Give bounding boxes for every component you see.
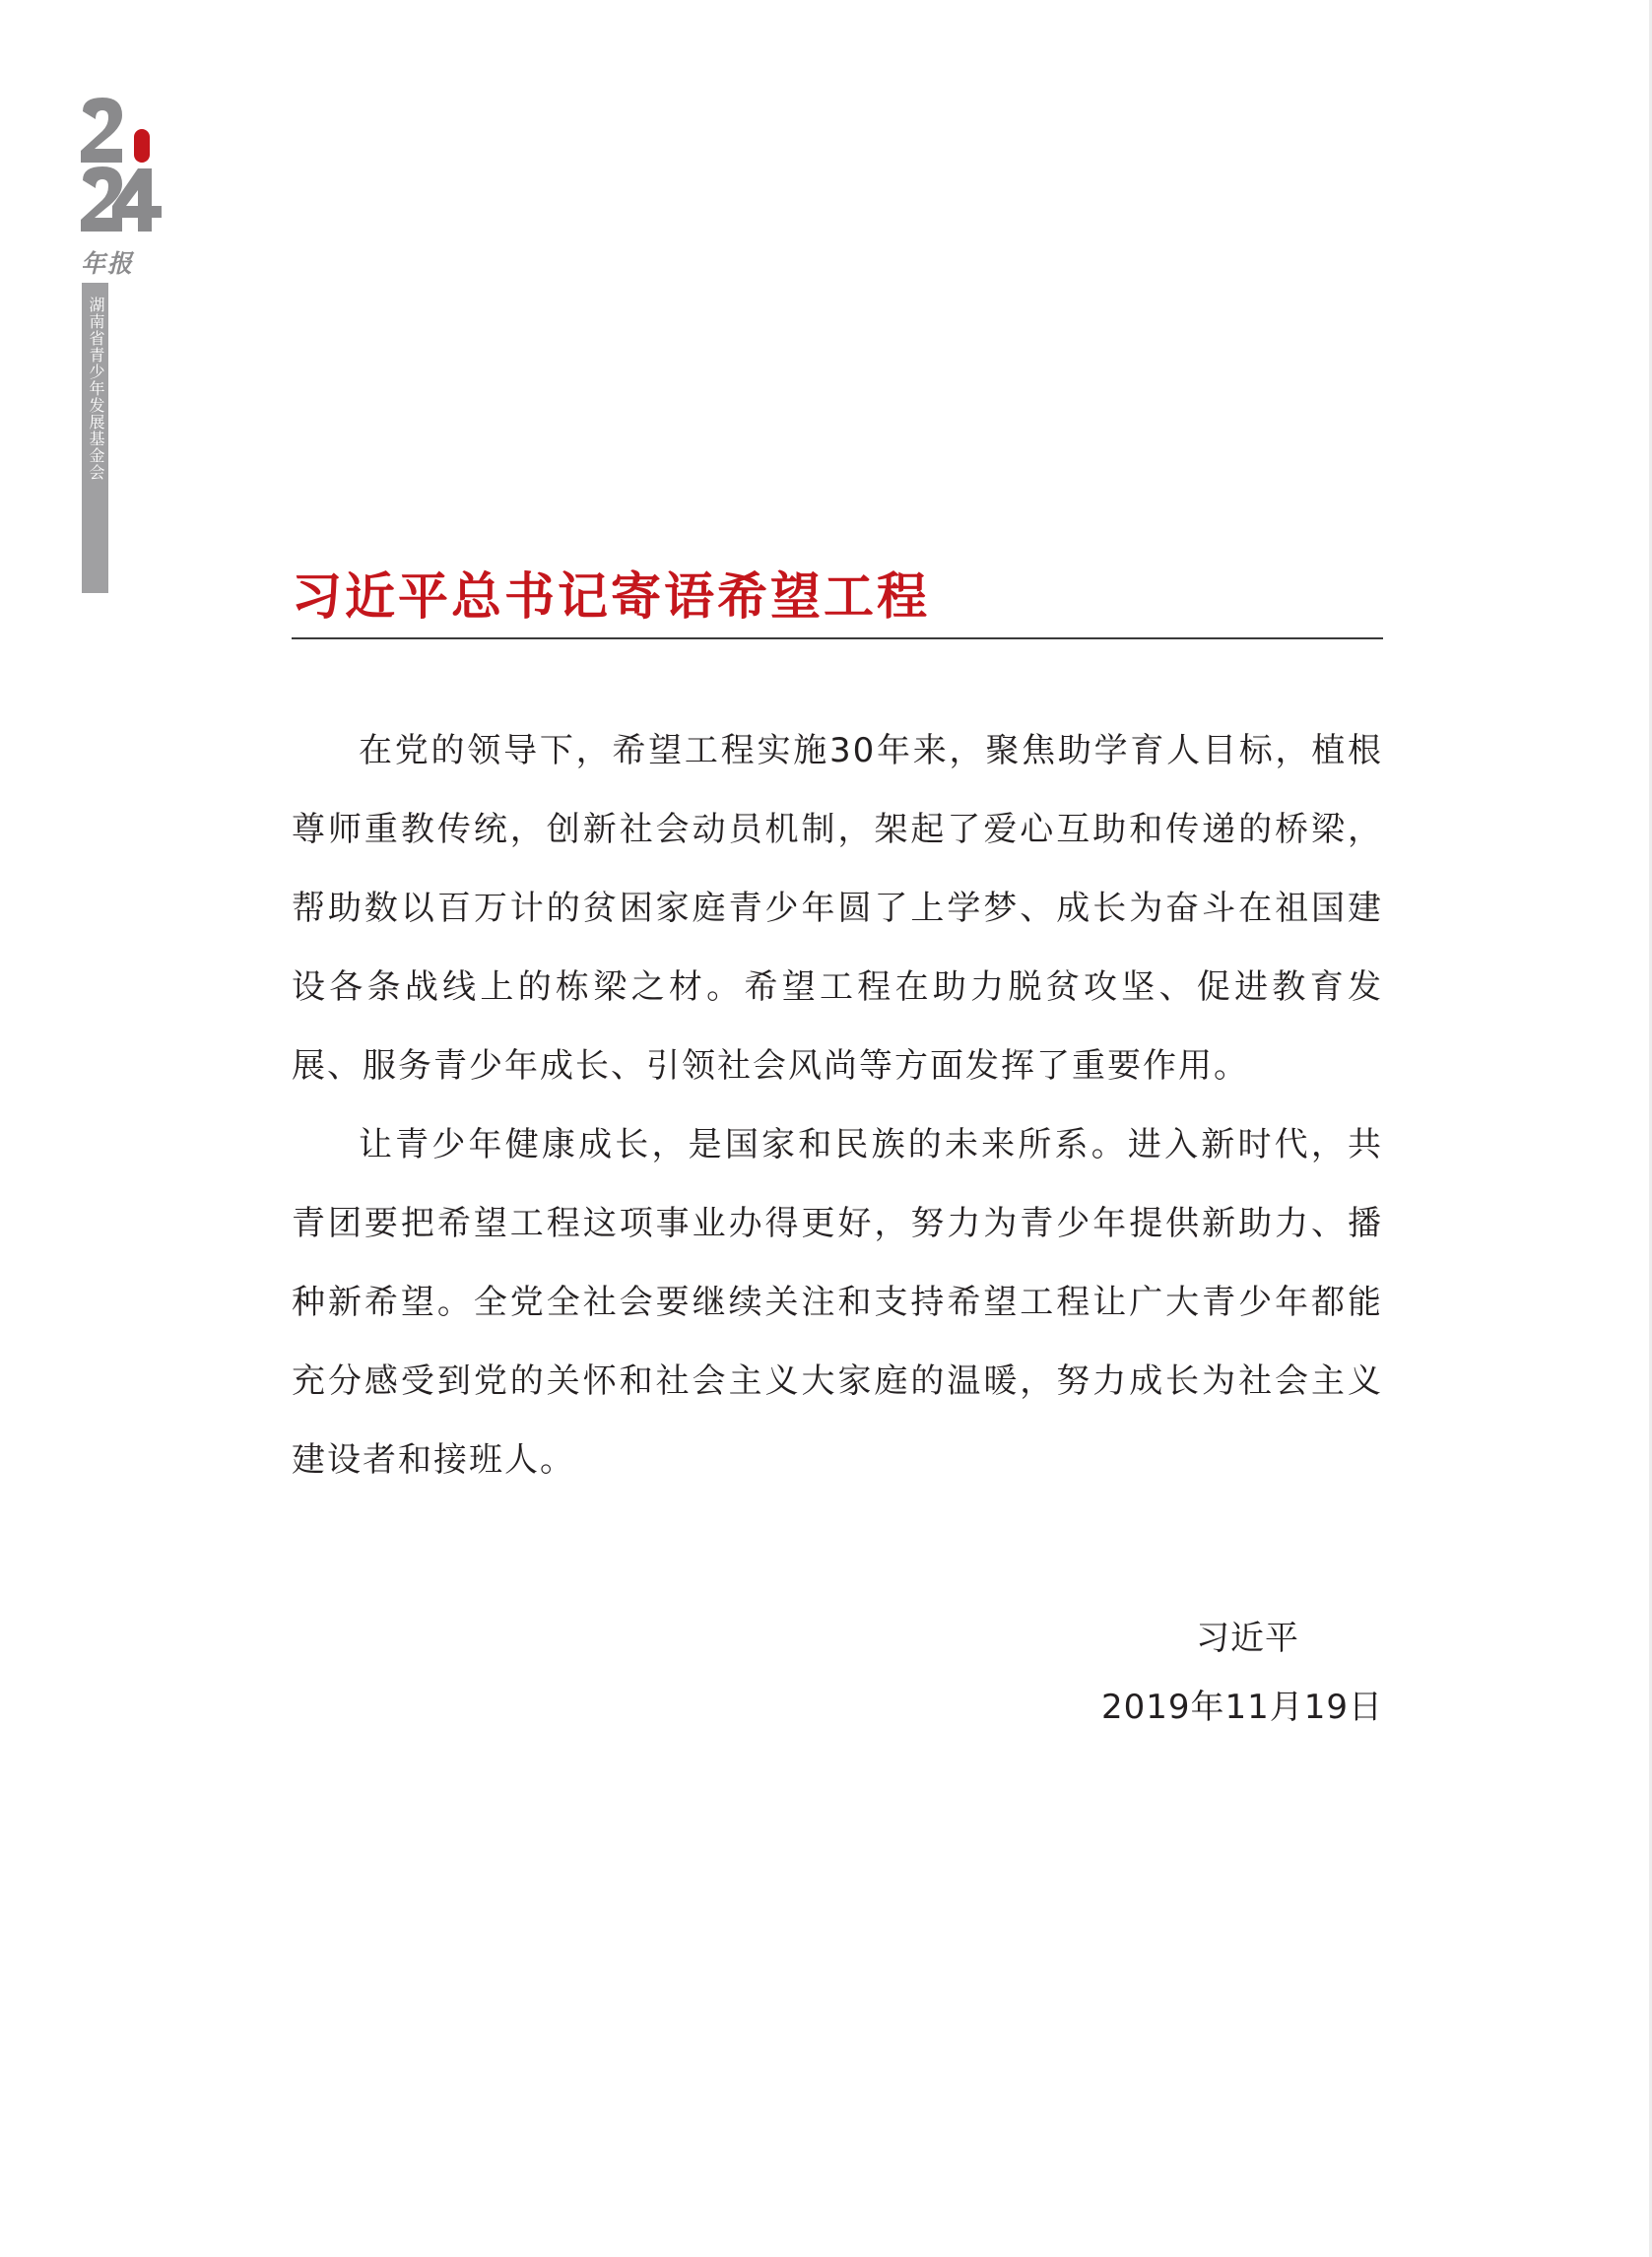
signature-name: 习近平 (1196, 1619, 1299, 1658)
logo-caption: 年报 (81, 249, 135, 278)
signature-block (1101, 1604, 1383, 1742)
article-body (292, 711, 1383, 1499)
title-divider (292, 637, 1383, 639)
organization-name: 湖南省青少年发展基金会 (87, 297, 105, 481)
organization-band (82, 283, 108, 593)
article-title: 习近平总书记寄语希望工程 (292, 568, 931, 628)
article-paragraph: 在党的领导下，希望工程实施30年来，聚焦助学育人目标，植根尊师重教传统，创新社会动员机制，架起了爱心互助和传递的桥梁，帮助数以百万计的贫困家庭青少年圆了上学梦、成长为奋斗在祖国建设各条战线上的栋梁之材。希望工程在助力脱贫攻坚、促进教育发展、服务青少年成长、引领社会风尚等方面发挥了重要作用。 (292, 731, 1383, 1086)
year-2024-logo-icon (77, 94, 165, 241)
signature-date: 2019年11月19日 (1100, 1688, 1383, 1727)
article-paragraph: 让青少年健康成长，是国家和民族的未来所系。进入新时代，共青团要把希望工程这项事业办得更好，努力为青少年提供新助力、播种新希望。全党全社会要继续关注和支持希望工程让广大青少年都能充分感受到党的关怀和社会主义大家庭的温暖，努力成长为社会主义建设者和接班人。 (292, 1125, 1383, 1480)
